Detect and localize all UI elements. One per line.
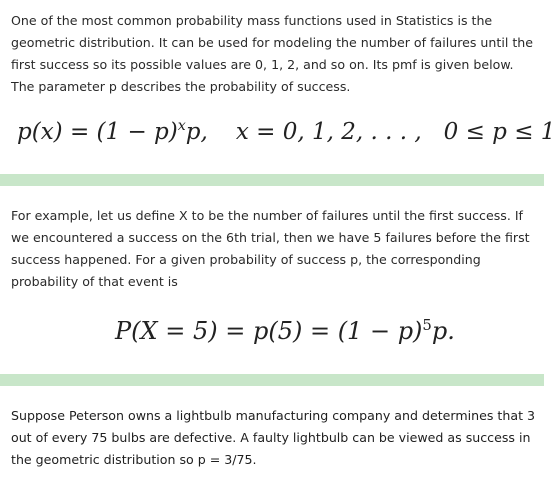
pmf-exponent: x — [177, 118, 186, 135]
example-formula-rhs: p. — [431, 317, 455, 345]
section-divider-1 — [0, 174, 544, 186]
pmf-lhs: p(x) = (1 − p) — [17, 119, 178, 145]
example-paragraph: For example, let us define X to be the number of failures until the first success. If we encountered a success on the 6th trial, then we have 5 failures before the first success happened. For a given probability of success p, the corresponding probability of that event is — [11, 208, 530, 289]
example-formula — [115, 312, 455, 350]
section-divider-2 — [0, 374, 544, 386]
intro-paragraph: One of the most common probability mass functions used in Statistics is the geometric distribution. It can be used for modeling the number of failures until the first success so its possible values are 0, 1, 2, and so on. Its pmf is given below. The parameter p describes the probability of success. — [11, 13, 533, 94]
pmf-support: x = 0, 1, 2, . . . , — [235, 119, 422, 145]
example-formula-exponent: 5 — [422, 315, 432, 334]
pmf-rhs: p, — [185, 119, 208, 145]
peterson-paragraph: Suppose Peterson owns a lightbulb manufacturing company and determines that 3 out of every 75 bulbs are defective. A faulty lightbulb can be viewed as success in the geometric distribution so p = 3/75. — [11, 408, 536, 467]
pmf-constraint: 0 ≤ p ≤ 1 — [443, 119, 555, 145]
pmf-formula — [17, 115, 555, 149]
example-formula-lhs: P(X = 5) = p(5) = (1 − p) — [115, 317, 423, 345]
